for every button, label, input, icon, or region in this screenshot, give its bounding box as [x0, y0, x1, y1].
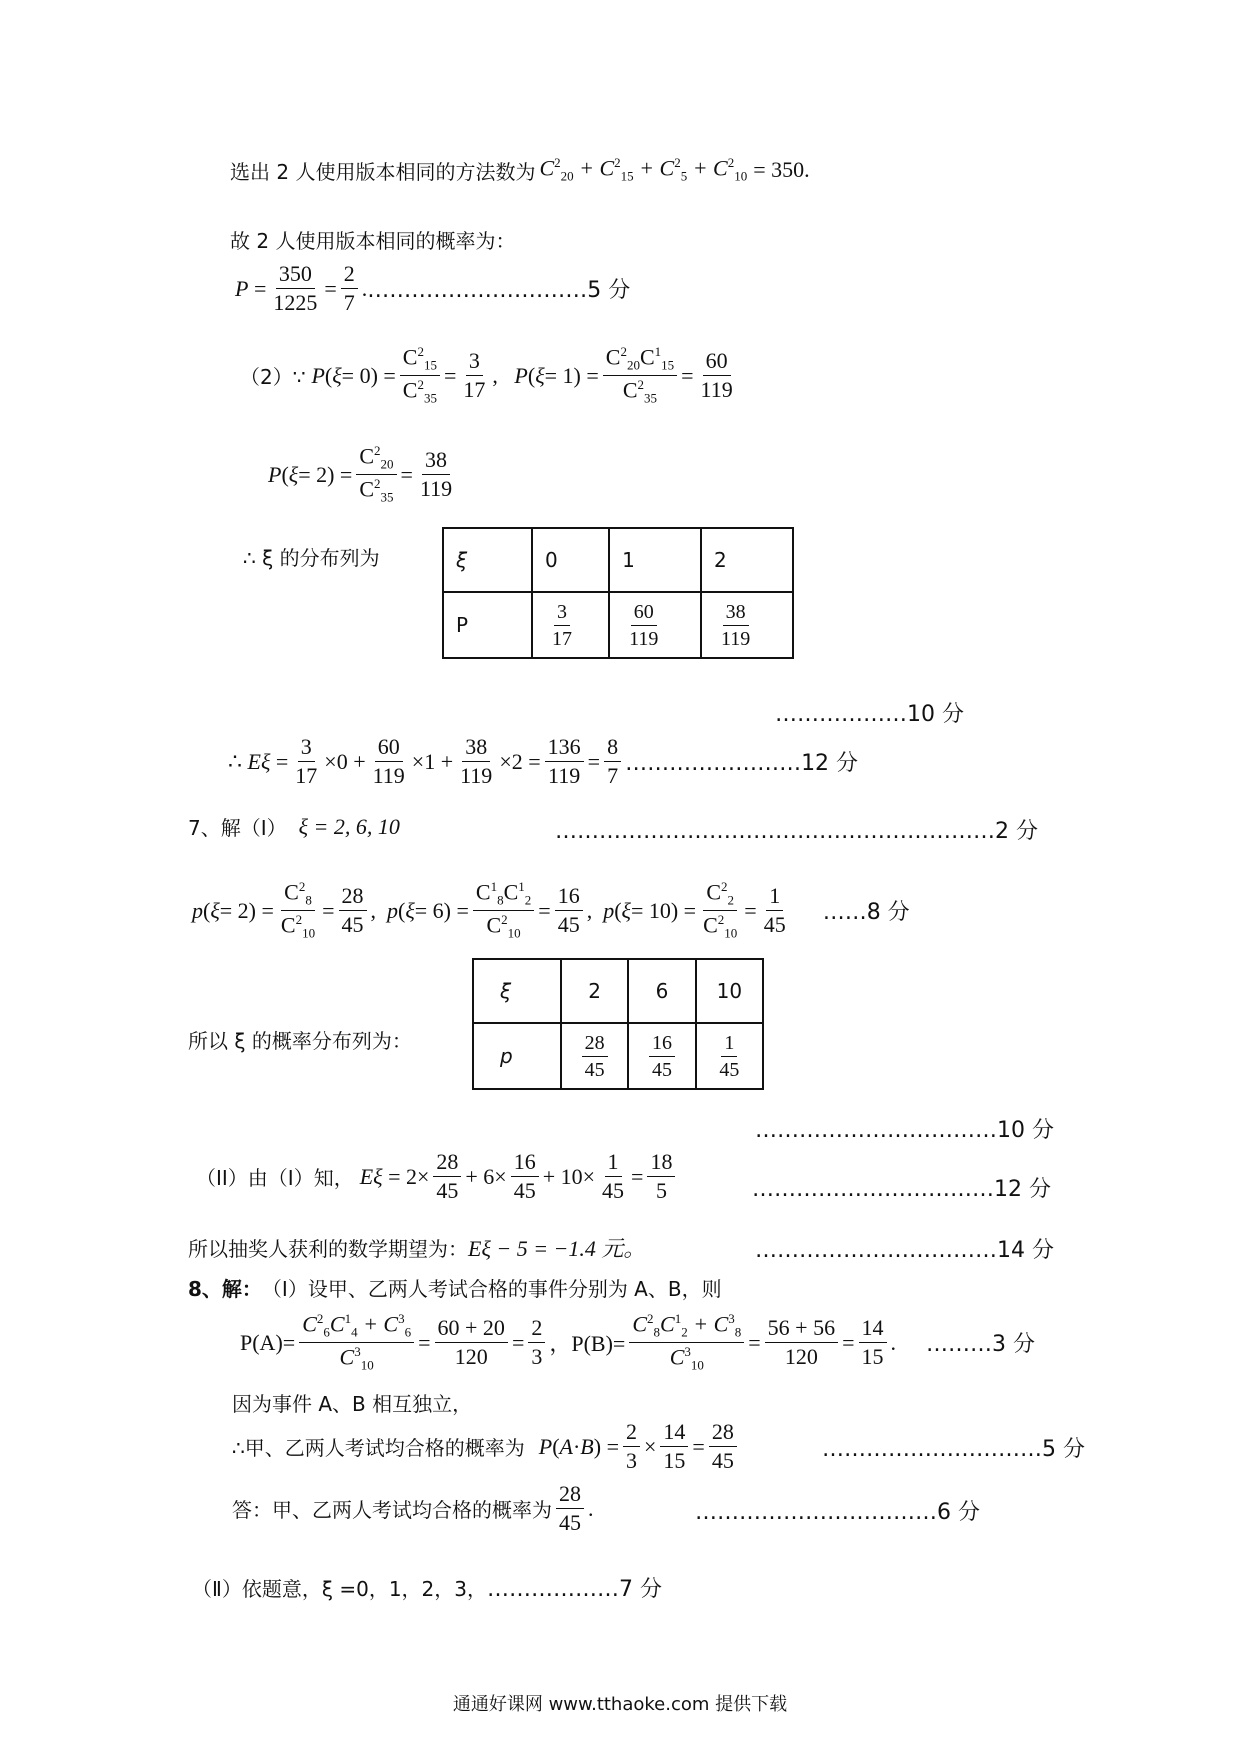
score-12a: ……………………12 分 [625, 751, 859, 777]
table2-header-6: 6 [628, 959, 695, 1023]
q8-part2 [192, 1572, 662, 1603]
score-2: ……………………………………………………2 分 [555, 819, 1038, 844]
score-8: ……8 分 [822, 900, 910, 926]
q7-dist-label [188, 1025, 412, 1054]
table2-header-10: 10 [696, 959, 763, 1023]
q7-expectation: （II）由（I）知， Eξ = 2× $\frac{28}{45}$ + 6× $\frac{16}{45}$ + 10× $\frac{1}{45}$ = $\frac{18}{5}$ [196, 1150, 679, 1203]
distribution-label [243, 542, 380, 571]
part2-label: （2）∵ [240, 365, 306, 390]
table2-header-2: 2 [561, 959, 628, 1023]
q8-answer: 答：甲、乙两人考试均合格的概率为 $\frac{28}{45}$ . [232, 1481, 594, 1536]
table1-row-label: P [443, 592, 532, 658]
q8-both-text: ∴甲、乙两人考试均合格的概率为 [232, 1436, 525, 1461]
q7-dist-label-text: 所以 ξ 的概率分布列为： [188, 1029, 412, 1053]
q8-answer-text: 答：甲、乙两人考试均合格的概率为 [232, 1498, 552, 1523]
q7-header [188, 812, 400, 841]
score-5b: …………………………5 分 [822, 1437, 1085, 1462]
q8-independent-text: 因为事件 A、B 相互独立， [232, 1392, 473, 1416]
table2-cell: $\frac{1}{45}$ [696, 1023, 763, 1089]
score-3: ………3 分 [926, 1332, 1036, 1358]
table2-cell: $\frac{16}{45}$ [628, 1023, 695, 1089]
score-14: ……………………………14 分 [755, 1238, 1054, 1263]
table1-cell: $\frac{38}{119}$ [701, 592, 793, 658]
combination-count-line [230, 150, 810, 190]
table1-cell: $\frac{60}{119}$ [609, 592, 701, 658]
table1-header-xi: ξ [443, 528, 532, 592]
q8-both: ∴甲、乙两人考试均合格的概率为 P ( A · B ) = $\frac{2}{3}$ × $\frac{14}{15}$ = $\frac{28}{45}$ [232, 1420, 741, 1473]
combination-count-text: 选出 2 人使用版本相同的方法数为 [230, 159, 536, 184]
part2-probabilities: （2）∵ P ( ξ = 0) = $\frac{C^2_{15}}{C^2_{35}}$ = $\frac{3}{17}$ , P ( ξ = 1) = $\frac{C^2_{20}C^1_{15}}{C^2_{35}}$ = $\frac{60}{119}$ [240, 344, 733, 406]
score-10a: ………………10 分 [775, 702, 964, 727]
table2-cell: $\frac{28}{45}$ [561, 1023, 628, 1089]
combination-sum: $C^2_{20} + C^2_{15} + C^2_5 + C^2_{10}$ [539, 155, 748, 184]
score-7: ………………7 分 [487, 1577, 663, 1602]
prob-xi-2: P ( ξ = 2) = $\frac{C^2_{20}}{C^2_{35}}$ = $\frac{38}{119}$ [268, 443, 453, 505]
score-6: ……………………………6 分 [695, 1500, 980, 1525]
distribution-table-1 [442, 527, 794, 659]
expectation-1: ∴ Eξ = $\frac{3}{17}$ ×0 + $\frac{60}{119}$ ×1 + $\frac{38}{119}$ ×2 = $\frac{136}{119}$ = $\frac{8}{7}$ ……………………12 分 [228, 734, 859, 789]
score-10b: ……………………………10 分 [755, 1118, 1054, 1143]
table1-header-2: 2 [701, 528, 793, 592]
probability-intro [230, 225, 515, 254]
q7-label: 7、解（I） [188, 816, 287, 840]
probability-intro-text: 故 2 人使用版本相同的概率为： [230, 229, 516, 253]
q8-pa-pb: P(A)= $\frac{C^2_6C^1_4 + C^3_6}{C^3_{10}}$ = $\frac{60 + 20}{120}$ = $\frac{2}{3}$ ，P(B)= $\frac{C^2_8C^1_2 + C^3_8}{C^3_{10}}$ = $\frac{56 + 56}{120}$ = $\frac{14}{15}$ . ………3 分 [240, 1311, 1036, 1373]
page-footer: 通通好课网 www.tthaoke.com 提供下载 [452, 1694, 788, 1715]
q7-xi-values: ξ = 2, 6, 10 [298, 813, 400, 839]
distribution-table-2 [472, 958, 764, 1090]
q7-probabilities: p ( ξ = 2) = $\frac{C^2_8}{C^2_{10}}$ = $\frac{28}{45}$ , p ( ξ = 6) = $\frac{C^1_8C^1_2}{C^2_{10}}$ = $\frac{16}{45}$ , p ( ξ = 10) = $\frac{C^2_2}{C^2_{10}}$ = $\frac{1}{45}$ ……8 分 [192, 879, 910, 941]
q8-label: 8、解： [188, 1277, 262, 1301]
table2-row-label: p [473, 1023, 561, 1089]
score-12b: ……………………………12 分 [752, 1177, 1051, 1202]
q8-part2-text: （Ⅱ）依题意，ξ =0，1，2，3， [192, 1577, 488, 1601]
q7-final-eq: Eξ − 5 = −1.4 元。 [468, 1236, 646, 1261]
table2-header-xi: ξ [473, 959, 561, 1023]
q7-final [188, 1232, 645, 1263]
score-5: …………………………5 分 [367, 278, 631, 304]
q8-text: （Ⅰ）设甲、乙两人考试合格的事件分别为 A、B，则 [261, 1277, 722, 1301]
q7-final-text: 所以抽奖人获利的数学期望为： [188, 1237, 468, 1261]
probability-formula: P = $\frac{350}{1225}$ = $\frac{2}{7}$ . …………………………5 分 [235, 261, 631, 316]
table1-cell: $\frac{3}{17}$ [532, 592, 609, 658]
table1-header-0: 0 [532, 528, 609, 592]
distribution-label-text: ∴ ξ 的分布列为 [243, 546, 380, 570]
combination-result: = 350. [753, 157, 810, 182]
q8-header [188, 1273, 722, 1302]
table1-header-1: 1 [609, 528, 701, 592]
q8-independent [232, 1388, 472, 1417]
q7-part2-label: （II）由（I）知， [196, 1166, 354, 1191]
